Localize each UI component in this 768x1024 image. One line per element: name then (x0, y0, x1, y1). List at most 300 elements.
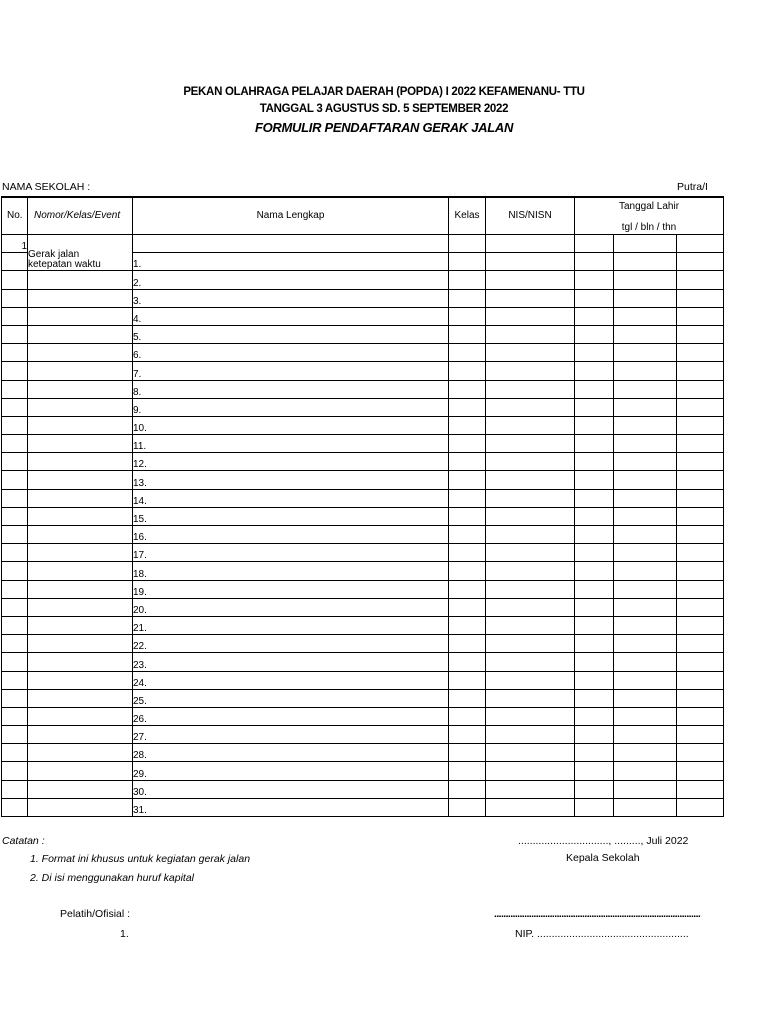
kelas-cell[interactable] (449, 744, 486, 762)
name-cell[interactable] (133, 435, 449, 453)
table-row (2, 398, 724, 416)
dob-year-cell[interactable] (677, 235, 724, 253)
event-cell[interactable] (28, 380, 133, 398)
kelas-cell[interactable] (449, 416, 486, 434)
name-index: 13. (133, 477, 147, 489)
dob-month-cell[interactable] (614, 489, 677, 507)
nis-cell[interactable] (486, 689, 575, 707)
dob-year-cell[interactable] (677, 780, 724, 798)
row-number (2, 671, 28, 689)
name-cell[interactable] (133, 580, 449, 598)
dob-day-cell[interactable] (575, 453, 614, 471)
dob-day-cell[interactable] (575, 362, 614, 380)
col-header-event: Nomor/Kelas/Event (28, 197, 133, 235)
dob-month-cell[interactable] (614, 271, 677, 289)
dob-month-cell[interactable] (614, 544, 677, 562)
event-cell[interactable] (28, 762, 133, 780)
nis-cell[interactable] (486, 526, 575, 544)
name-index: 3. (133, 295, 142, 307)
col-header-name: Nama Lengkap (133, 197, 449, 235)
kelas-cell[interactable] (449, 653, 486, 671)
name-index: 17. (133, 550, 147, 562)
col-header-no: No. (2, 197, 28, 235)
name-cell[interactable] (133, 726, 449, 744)
nis-cell[interactable] (486, 707, 575, 725)
dob-month-cell[interactable] (614, 726, 677, 744)
dob-month-cell[interactable] (614, 471, 677, 489)
name-cell[interactable] (133, 453, 449, 471)
dob-day-cell[interactable] (575, 598, 614, 616)
name-index: 9. (133, 404, 142, 416)
table-row (2, 798, 724, 816)
name-index: 21. (133, 623, 147, 635)
event-cell[interactable] (28, 307, 133, 325)
col-header-dob (575, 197, 724, 235)
event-cell[interactable] (28, 489, 133, 507)
dob-year-cell[interactable] (677, 489, 724, 507)
table-row (2, 507, 724, 525)
row-number (2, 562, 28, 580)
dob-day-cell[interactable] (575, 507, 614, 525)
kelas-cell[interactable] (449, 780, 486, 798)
dob-month-cell[interactable] (614, 235, 677, 253)
header-line-1: PEKAN OLAHRAGA PELAJAR DAERAH (POPDA) I 2022 KEFAMENANU- TTU (183, 86, 585, 98)
nis-cell[interactable] (486, 598, 575, 616)
dob-year-cell[interactable] (677, 562, 724, 580)
name-cell[interactable] (133, 307, 449, 325)
name-cell[interactable] (133, 616, 449, 634)
name-index: 20. (133, 604, 147, 616)
table-row (2, 325, 724, 343)
event-line-2: ketepatan waktu (28, 259, 101, 271)
name-cell[interactable] (133, 544, 449, 562)
kelas-cell[interactable] (449, 507, 486, 525)
name-cell[interactable] (133, 780, 449, 798)
form-title: FORMULIR PENDAFTARAN GERAK JALAN (254, 120, 514, 135)
dob-day-cell[interactable] (575, 307, 614, 325)
dob-month-cell[interactable] (614, 798, 677, 816)
kelas-cell[interactable] (449, 562, 486, 580)
name-cell[interactable] (133, 362, 449, 380)
name-index: 23. (133, 659, 147, 671)
name-cell[interactable] (133, 798, 449, 816)
notes-label: Catatan : (2, 835, 45, 847)
row-number (2, 653, 28, 671)
school-name-label: NAMA SEKOLAH : (2, 181, 91, 193)
event-cell[interactable] (28, 726, 133, 744)
name-cell[interactable] (133, 398, 449, 416)
dob-month-cell[interactable] (614, 580, 677, 598)
dob-year-cell[interactable] (677, 380, 724, 398)
dob-day-cell[interactable] (575, 544, 614, 562)
kelas-cell[interactable] (449, 762, 486, 780)
col-header-kelas: Kelas (449, 197, 486, 235)
dob-year-cell[interactable] (677, 616, 724, 634)
nis-cell[interactable] (486, 635, 575, 653)
dob-day-cell[interactable] (575, 780, 614, 798)
name-index: 2. (133, 277, 142, 289)
dob-year-cell[interactable] (677, 707, 724, 725)
dob-month-cell[interactable] (614, 744, 677, 762)
name-index: 6. (133, 350, 142, 362)
name-cell[interactable] (133, 271, 449, 289)
registration-table (1, 196, 724, 817)
kelas-cell[interactable] (449, 398, 486, 416)
dob-month-cell[interactable] (614, 453, 677, 471)
name-cell[interactable] (133, 689, 449, 707)
table-row (2, 762, 724, 780)
nis-cell[interactable] (486, 744, 575, 762)
dob-year-cell[interactable] (677, 271, 724, 289)
dob-year-cell[interactable] (677, 671, 724, 689)
dob-year-cell[interactable] (677, 435, 724, 453)
dob-day-cell[interactable] (575, 707, 614, 725)
row-number (2, 744, 28, 762)
kelas-cell[interactable] (449, 362, 486, 380)
event-cell[interactable] (28, 344, 133, 362)
nis-cell[interactable] (486, 616, 575, 634)
dob-day-cell[interactable] (575, 235, 614, 253)
dob-month-cell[interactable] (614, 689, 677, 707)
row-number (2, 362, 28, 380)
signature-line: ......................................................................................... (494, 908, 701, 920)
dob-month-cell[interactable] (614, 362, 677, 380)
kelas-cell[interactable] (449, 380, 486, 398)
table-body (2, 235, 724, 817)
event-cell[interactable] (28, 616, 133, 634)
dob-day-cell[interactable] (575, 398, 614, 416)
dob-day-cell[interactable] (575, 380, 614, 398)
name-cell[interactable] (133, 671, 449, 689)
nis-cell[interactable] (486, 398, 575, 416)
name-cell[interactable] (133, 471, 449, 489)
dob-month-cell[interactable] (614, 398, 677, 416)
event-cell[interactable] (28, 780, 133, 798)
name-cell[interactable] (133, 289, 449, 307)
name-cell[interactable] (133, 253, 449, 271)
event-cell[interactable] (28, 325, 133, 343)
dob-day-cell[interactable] (575, 671, 614, 689)
dob-year-cell[interactable] (677, 471, 724, 489)
nis-cell[interactable] (486, 471, 575, 489)
dob-month-cell[interactable] (614, 562, 677, 580)
nis-cell[interactable] (486, 307, 575, 325)
event-cell[interactable] (28, 707, 133, 725)
event-cell[interactable] (28, 744, 133, 762)
dob-day-cell[interactable] (575, 689, 614, 707)
table-row (2, 526, 724, 544)
dob-year-cell[interactable] (677, 307, 724, 325)
name-index: 28. (133, 750, 147, 762)
dob-day-cell[interactable] (575, 253, 614, 271)
coach-item-1: 1. (120, 928, 129, 940)
dob-month-cell[interactable] (614, 325, 677, 343)
dob-year-cell[interactable] (677, 253, 724, 271)
dob-day-cell[interactable] (575, 489, 614, 507)
kelas-cell[interactable] (449, 616, 486, 634)
row-number (2, 416, 28, 434)
dob-month-cell[interactable] (614, 598, 677, 616)
nis-cell[interactable] (486, 544, 575, 562)
nis-cell[interactable] (486, 726, 575, 744)
dob-year-cell[interactable] (677, 398, 724, 416)
dob-year-cell[interactable] (677, 362, 724, 380)
name-cell[interactable] (133, 598, 449, 616)
kelas-cell[interactable] (449, 307, 486, 325)
kelas-cell[interactable] (449, 435, 486, 453)
dob-year-cell[interactable] (677, 762, 724, 780)
dob-day-cell[interactable] (575, 562, 614, 580)
kelas-cell[interactable] (449, 489, 486, 507)
dob-year-cell[interactable] (677, 653, 724, 671)
event-cell[interactable] (28, 544, 133, 562)
nis-cell[interactable] (486, 762, 575, 780)
row-number (2, 435, 28, 453)
dob-day-cell[interactable] (575, 744, 614, 762)
dob-day-cell[interactable] (575, 344, 614, 362)
row-number (2, 507, 28, 525)
dob-year-cell[interactable] (677, 598, 724, 616)
kelas-cell[interactable] (449, 235, 486, 253)
nis-cell[interactable] (486, 253, 575, 271)
nis-cell[interactable] (486, 653, 575, 671)
event-cell[interactable] (28, 271, 133, 289)
row-number (2, 707, 28, 725)
table-row (2, 453, 724, 471)
dob-day-cell[interactable] (575, 653, 614, 671)
kelas-cell[interactable] (449, 271, 486, 289)
dob-month-cell[interactable] (614, 780, 677, 798)
event-cell[interactable] (28, 653, 133, 671)
nis-cell[interactable] (486, 580, 575, 598)
dob-month-cell[interactable] (614, 616, 677, 634)
row-number (2, 526, 28, 544)
table-row (2, 598, 724, 616)
nis-cell[interactable] (486, 507, 575, 525)
dob-year-cell[interactable] (677, 453, 724, 471)
dob-day-cell[interactable] (575, 762, 614, 780)
name-index: 7. (133, 368, 142, 380)
event-cell[interactable] (28, 471, 133, 489)
dob-day-cell[interactable] (575, 471, 614, 489)
dob-month-cell[interactable] (614, 289, 677, 307)
name-cell[interactable] (133, 489, 449, 507)
name-cell[interactable] (133, 507, 449, 525)
kelas-cell[interactable] (449, 798, 486, 816)
header-line-2: TANGGAL 3 AGUSTUS SD. 5 SEPTEMBER 2022 (259, 103, 509, 115)
dob-day-cell[interactable] (575, 635, 614, 653)
dob-month-cell[interactable] (614, 253, 677, 271)
nis-cell[interactable] (486, 289, 575, 307)
kelas-cell[interactable] (449, 635, 486, 653)
kelas-cell[interactable] (449, 453, 486, 471)
dob-day-cell[interactable] (575, 526, 614, 544)
event-cell[interactable] (28, 580, 133, 598)
dob-year-cell[interactable] (677, 325, 724, 343)
name-index: 14. (133, 495, 147, 507)
kelas-cell[interactable] (449, 526, 486, 544)
name-cell[interactable] (133, 416, 449, 434)
dob-month-cell[interactable] (614, 653, 677, 671)
nis-cell[interactable] (486, 780, 575, 798)
name-index: 1. (133, 259, 142, 271)
dob-year-cell[interactable] (677, 344, 724, 362)
name-cell[interactable] (133, 380, 449, 398)
table-row (2, 726, 724, 744)
event-cell[interactable] (28, 598, 133, 616)
name-index: 24. (133, 677, 147, 689)
name-index: 19. (133, 586, 147, 598)
dob-month-cell[interactable] (614, 307, 677, 325)
dob-day-cell[interactable] (575, 435, 614, 453)
row-number (2, 489, 28, 507)
kelas-cell[interactable] (449, 253, 486, 271)
name-index: 4. (133, 313, 142, 325)
row-number (2, 471, 28, 489)
dob-year-cell[interactable] (677, 635, 724, 653)
dob-month-cell[interactable] (614, 762, 677, 780)
name-cell[interactable] (133, 235, 449, 253)
dob-year-cell[interactable] (677, 744, 724, 762)
dob-month-cell[interactable] (614, 526, 677, 544)
dob-month-cell[interactable] (614, 344, 677, 362)
table-row (2, 580, 724, 598)
nis-cell[interactable] (486, 325, 575, 343)
row-number (2, 325, 28, 343)
table-row (2, 435, 724, 453)
row-number (2, 544, 28, 562)
date-line: ..............................., ........., Juli 2022 (518, 835, 689, 847)
name-cell[interactable] (133, 707, 449, 725)
nis-cell[interactable] (486, 435, 575, 453)
table-row (2, 235, 724, 253)
dob-day-cell[interactable] (575, 580, 614, 598)
dob-year-cell[interactable] (677, 544, 724, 562)
dob-day-cell[interactable] (575, 325, 614, 343)
table-row (2, 344, 724, 362)
nis-cell[interactable] (486, 798, 575, 816)
name-cell[interactable] (133, 762, 449, 780)
event-cell[interactable] (28, 416, 133, 434)
dob-month-cell[interactable] (614, 635, 677, 653)
name-index: 22. (133, 641, 147, 653)
row-number (2, 635, 28, 653)
row-number (2, 726, 28, 744)
dob-year-cell[interactable] (677, 526, 724, 544)
nis-cell[interactable] (486, 671, 575, 689)
nis-cell[interactable] (486, 380, 575, 398)
event-cell[interactable] (28, 453, 133, 471)
row-number (2, 689, 28, 707)
event-cell[interactable] (28, 671, 133, 689)
kelas-cell[interactable] (449, 726, 486, 744)
note-2: 2. Di isi menggunakan huruf kapital (30, 872, 195, 884)
kelas-cell[interactable] (449, 707, 486, 725)
name-index: 31. (133, 805, 147, 816)
name-cell[interactable] (133, 653, 449, 671)
nis-cell[interactable] (486, 344, 575, 362)
event-cell[interactable] (28, 635, 133, 653)
dob-year-cell[interactable] (677, 726, 724, 744)
event-cell[interactable] (28, 526, 133, 544)
kelas-cell[interactable] (449, 689, 486, 707)
event-cell[interactable] (28, 398, 133, 416)
dob-month-cell[interactable] (614, 507, 677, 525)
event-cell[interactable] (28, 289, 133, 307)
row-number (2, 344, 28, 362)
dob-day-cell[interactable] (575, 616, 614, 634)
kelas-cell[interactable] (449, 544, 486, 562)
table-row (2, 362, 724, 380)
nis-cell[interactable] (486, 453, 575, 471)
row-number (2, 780, 28, 798)
kelas-cell[interactable] (449, 671, 486, 689)
nis-cell[interactable] (486, 362, 575, 380)
kelas-cell[interactable] (449, 580, 486, 598)
dob-year-cell[interactable] (677, 798, 724, 816)
name-index: 29. (133, 768, 147, 780)
col-header-dob-sub: tgl / bln / thn (621, 222, 677, 233)
dob-year-cell[interactable] (677, 507, 724, 525)
kelas-cell[interactable] (449, 598, 486, 616)
name-cell[interactable] (133, 635, 449, 653)
dob-day-cell[interactable] (575, 416, 614, 434)
event-cell[interactable] (28, 798, 133, 816)
dob-month-cell[interactable] (614, 380, 677, 398)
dob-month-cell[interactable] (614, 416, 677, 434)
dob-day-cell[interactable] (575, 726, 614, 744)
coach-label: Pelatih/Ofisial : (60, 908, 131, 920)
event-cell[interactable] (28, 435, 133, 453)
dob-day-cell[interactable] (575, 271, 614, 289)
dob-month-cell[interactable] (614, 707, 677, 725)
dob-year-cell[interactable] (677, 580, 724, 598)
name-cell[interactable] (133, 744, 449, 762)
name-index: 15. (133, 514, 147, 525)
table-row (2, 489, 724, 507)
name-cell[interactable] (133, 526, 449, 544)
kelas-cell[interactable] (449, 325, 486, 343)
table-row (2, 707, 724, 725)
name-cell[interactable] (133, 562, 449, 580)
name-cell[interactable] (133, 344, 449, 362)
dob-month-cell[interactable] (614, 435, 677, 453)
table-row (2, 544, 724, 562)
nis-cell[interactable] (486, 416, 575, 434)
dob-year-cell[interactable] (677, 689, 724, 707)
name-index: 10. (133, 423, 147, 435)
kelas-cell[interactable] (449, 471, 486, 489)
nis-cell[interactable] (486, 489, 575, 507)
kelas-cell[interactable] (449, 289, 486, 307)
event-cell[interactable] (28, 689, 133, 707)
table-row (2, 689, 724, 707)
nis-cell[interactable] (486, 235, 575, 253)
kelas-cell[interactable] (449, 344, 486, 362)
dob-month-cell[interactable] (614, 671, 677, 689)
dob-year-cell[interactable] (677, 416, 724, 434)
dob-day-cell[interactable] (575, 798, 614, 816)
dob-year-cell[interactable] (677, 289, 724, 307)
name-cell[interactable] (133, 325, 449, 343)
nis-cell[interactable] (486, 562, 575, 580)
name-index: 12. (133, 459, 147, 471)
dob-day-cell[interactable] (575, 289, 614, 307)
event-cell[interactable] (28, 362, 133, 380)
event-cell[interactable] (28, 507, 133, 525)
nis-cell[interactable] (486, 271, 575, 289)
event-cell[interactable] (28, 562, 133, 580)
